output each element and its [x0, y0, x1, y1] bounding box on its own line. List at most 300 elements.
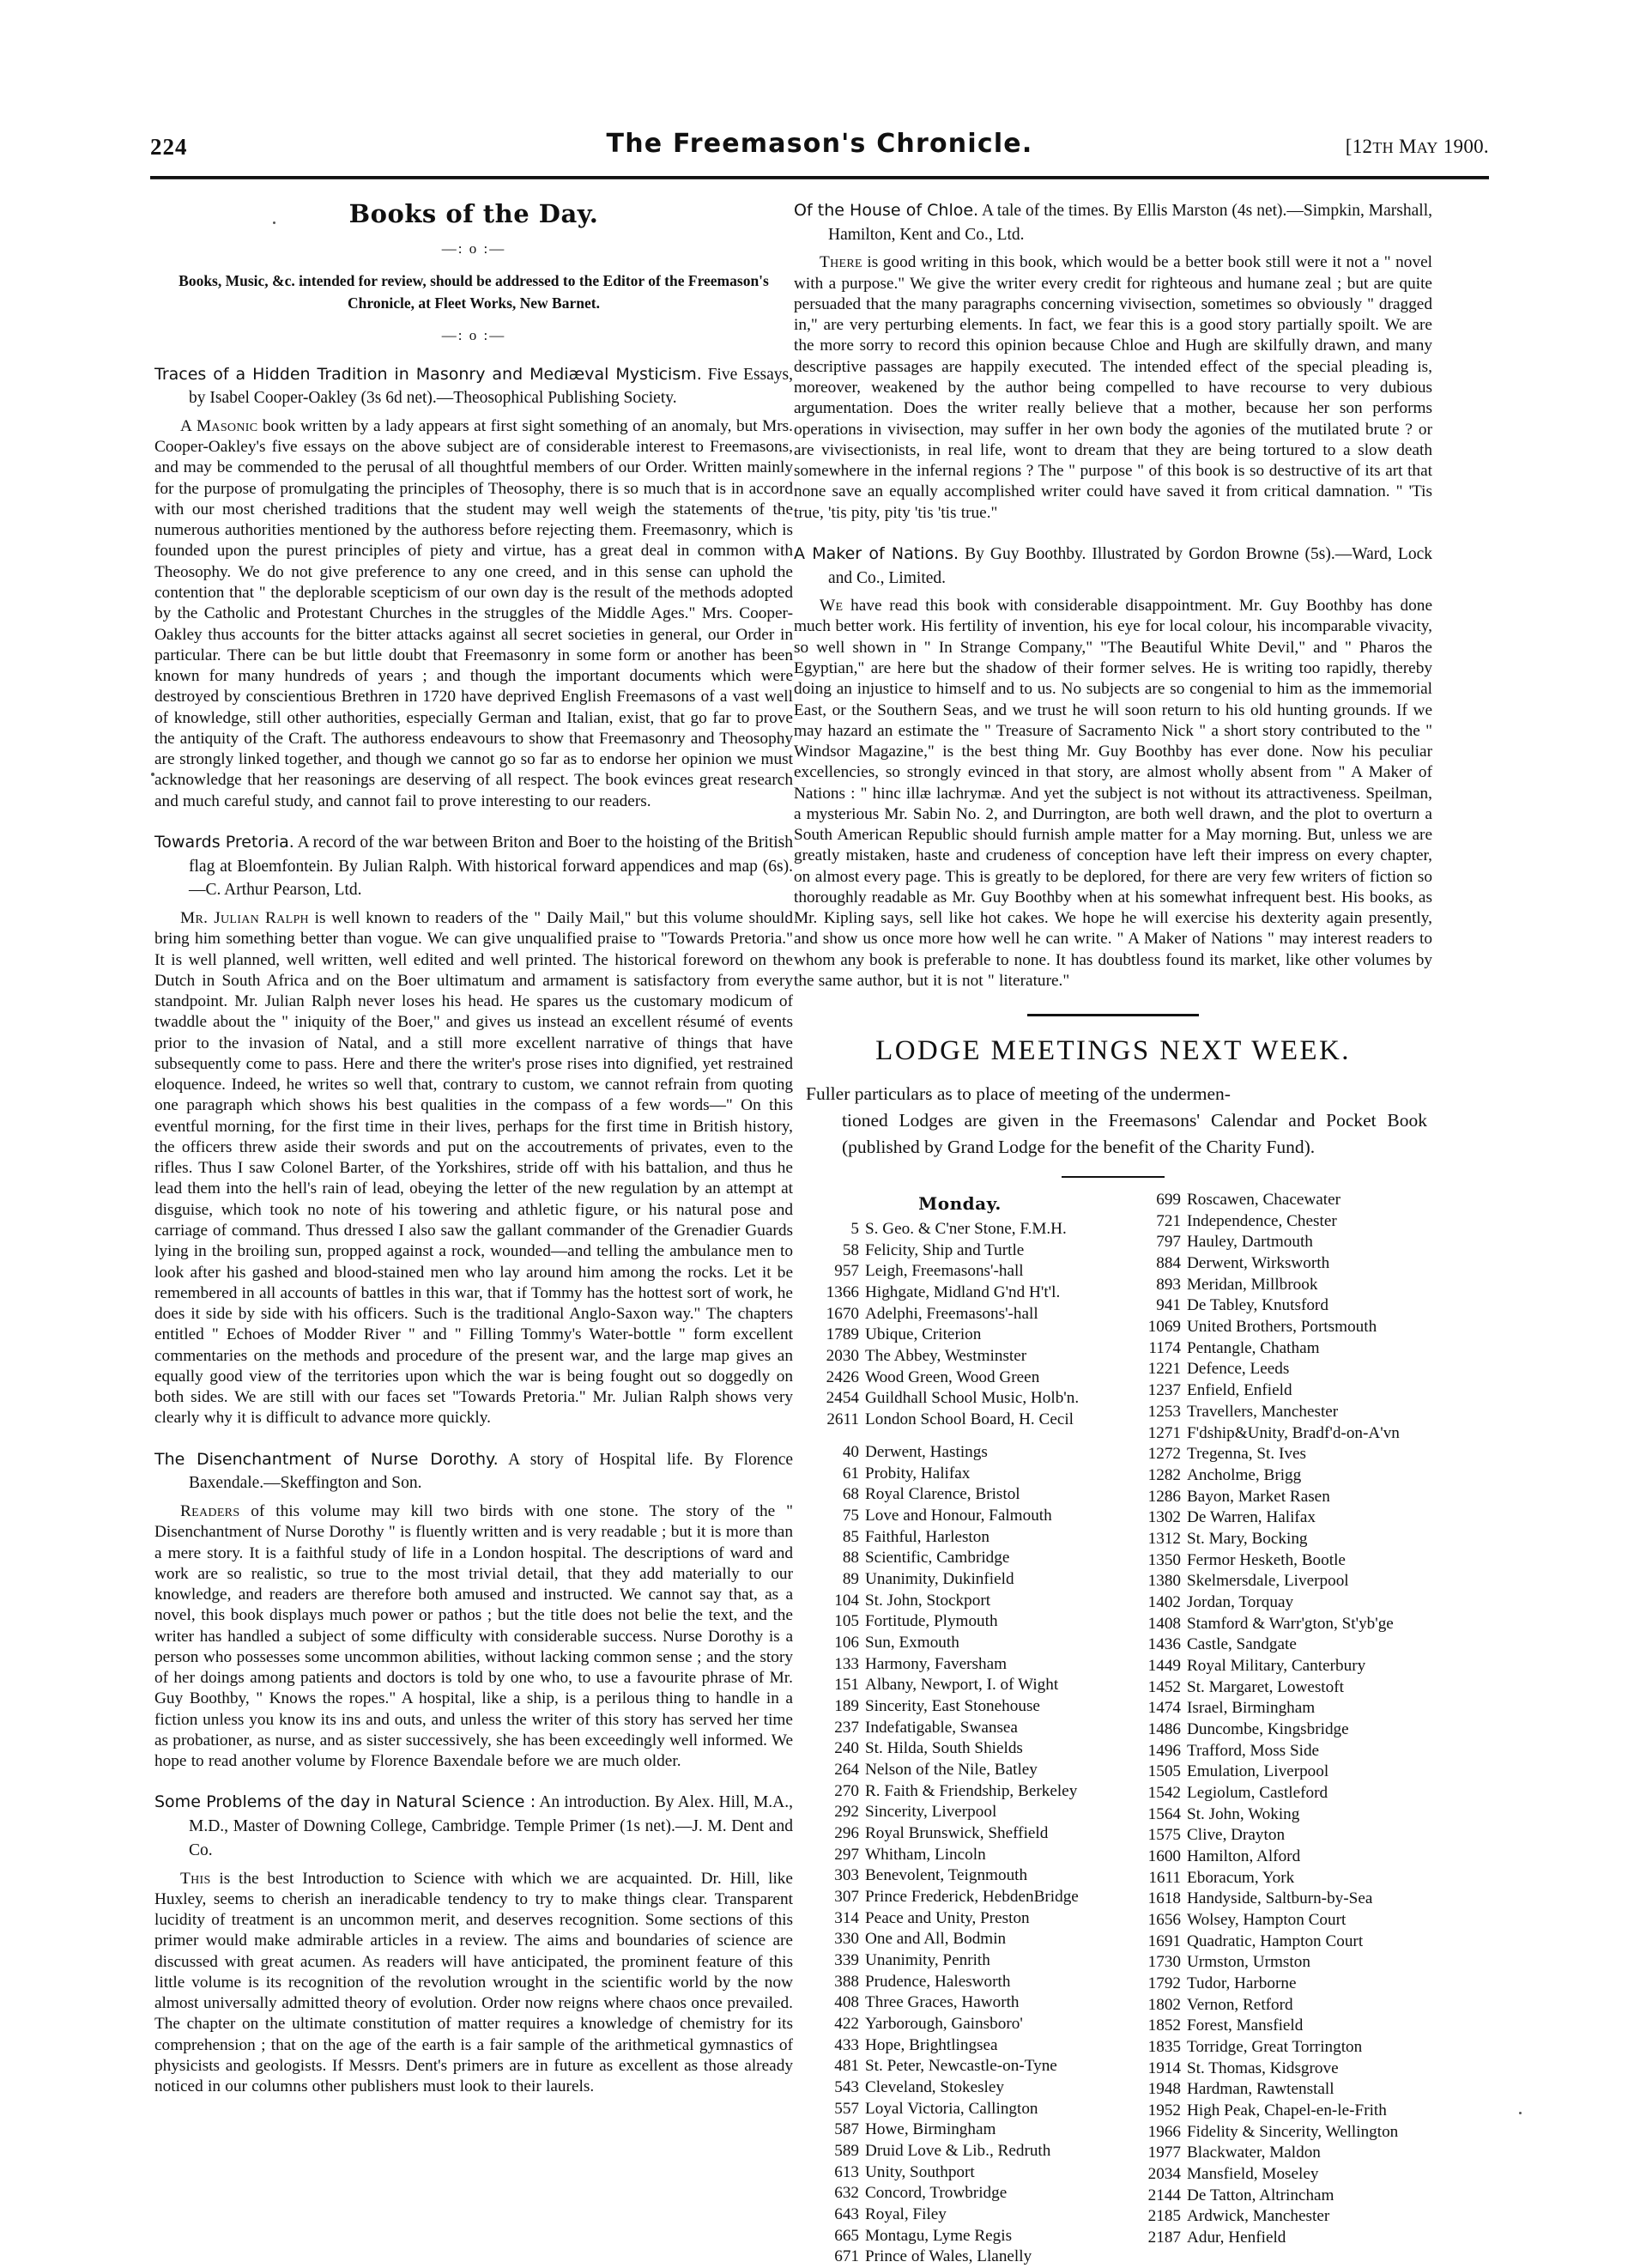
review-body-pretoria — [154, 908, 793, 1429]
lodge-name: Clive, Drayton — [1187, 1826, 1286, 1845]
lodge-number: 1542 — [1147, 1783, 1181, 1802]
issue-date-year: 1900. — [1437, 136, 1489, 157]
lodge-number: 297 — [834, 1845, 859, 1864]
books-of-the-day-heading: Books of the Day. — [348, 199, 599, 228]
lodge-number: 189 — [834, 1696, 859, 1715]
lodge-list-item — [809, 1633, 1111, 1654]
lodge-list-item — [1131, 1402, 1432, 1423]
lodge-list-item — [809, 1484, 1111, 1506]
lodge-list-item — [809, 1367, 1111, 1389]
lodge-list-item — [1131, 1592, 1432, 1614]
book-title-house-of-chloe — [794, 199, 1432, 246]
lodge-list-item — [809, 1283, 1111, 1304]
lodge-name: Felicity, Ship and Turtle — [865, 1240, 1025, 1259]
review-body-traces — [154, 416, 793, 812]
lodge-name: St. Mary, Bocking — [1187, 1529, 1308, 1548]
review-text: of this volume may kill two birds with one stone. The story of the " Disenchantment of Nurse Dorothy " is fluently written and is very readable ; but it is more than a mere story. It is a faithful study of life in a London hospital. The descriptions of ward and work are so realistic, so true to the most trivial detail, that they add materially to our knowledge, and readers are therefore both amused and instructed. We cannot say that, as a novel, this book displays much power or pathos ; but the title does not belie the text, and the writer has handled a subject of some difficulty with considerable success. Nurse Dorothy is a person who possesses some uncommon abilities, without lacking common sense ; and the story of her doings among patients and doctors is told by one who, to use a favourite phrase of Mr. Guy Boothby, " Knows the ropes." A hospital, like a ship, is a perilous thing to handle in a fiction unless you know its ins and outs, and unless the writer of this story has served her time as probationer, as nurse, and as sister successively, she has been exceedingly well informed. We hope to read another volume by Florence Baxendale before we are much older. — [154, 1502, 793, 1771]
lodge-number: 85 — [842, 1527, 859, 1546]
review-lead-in: Mr. Julian Ralph — [180, 908, 309, 927]
lodge-day-heading-monday: Monday. — [918, 1193, 1002, 1215]
review-text: is well known to readers of the " Daily Mail," but this volume should bring him something better than vogue. We can give unqualified praise to "Towards Pretoria." It is well planned, well written, well edited and well printed. The historical foreword on the Dutch in South Africa and on the Boer ultimatum and armament is satisfactory from every standpoint. Mr. Julian Ralph never loses his head. He spares us the customary modicum of twaddle about the " iniquity of the Boer," and gives us instead an excellent résumé of events prior to the invasion of Natal, and a still more excellent narrative of things that have subsequently come to pass. Here and there the writer's prose rises into dignified, yet restrained eloquence. Indeed, he writes so well that, contrary to custom, we cannot refrain from quoting one paragraph which shows his best qualities in the compass of a few words—" On this eventful morning, for the first time in their lives, perhaps for the first time in British history, the officers threw aside their swords and put on the accoutrements of privates, even to the rifles. Thus I saw Colonel Barter, of the Yorkshires, stride off with his battalion, and thus he lead them into the hell's rain of lead, obeying the letter of the new regulation by an attempt at disguise, which took no note of his towering and athletic figure, or his natural pose and carriage of command. Thus dressed I also saw the gallant commander of the Grenadier Guards lying in the broiling sun, propped against a rock, wounded—and telling the ambulance men to look after his gashed and blood-stained men who lay around him among the rocks. Let it be remembered in all accounts of battles in this war, that if Tommy has the hottest sort of work, he does it side by side with his officers. Such is the traditional Anglo-Saxon way." The chapters entitled " Echoes of Modder River " and " Filling Tommy's Water-bottle " form excellent commentaries on the methods and procedure of the present war, and the large map gives an equally good view of the territories upon which the war is being fought out so doggedly on both sides. We are still with our faces set "Towards Pretoria." Mr. Julian Ralph shows very clearly why it is difficult to advance more quickly. — [154, 908, 793, 1428]
lodge-list-item — [809, 1802, 1111, 1823]
lodge-list-item — [1131, 2206, 1432, 2228]
lodge-name: Royal Military, Canterbury — [1187, 1656, 1366, 1675]
lodge-list-item — [809, 1696, 1111, 1718]
lodge-name: Stamford & Warr'gton, St'yb'ge — [1187, 1614, 1394, 1633]
lodge-number: 151 — [834, 1676, 859, 1695]
lodge-name: The Abbey, Westminster — [865, 1347, 1027, 1366]
lodge-number: 2426 — [826, 1367, 859, 1386]
lodge-number: 613 — [834, 2162, 859, 2181]
lodge-number: 1952 — [1147, 2101, 1181, 2119]
lodge-name: Prudence, Halesworth — [865, 1972, 1011, 1991]
lodge-name: Bayon, Market Rasen — [1187, 1487, 1330, 1506]
lodge-name: Blackwater, Maldon — [1187, 2144, 1321, 2162]
lodge-list-item — [809, 1410, 1111, 1431]
book-title-traces — [154, 363, 793, 410]
review-lead-in: There — [820, 253, 862, 272]
lodge-list-item — [1131, 1783, 1432, 1804]
lodge-name: Yarborough, Gainsboro' — [865, 2014, 1023, 2033]
lodge-list-item — [1131, 1295, 1432, 1317]
book-title-imprint: A story of Hospital life. By Florence Baxendale.—Skeffington and Son. — [189, 1450, 794, 1493]
book-title-main: Of the House of Chloe. — [794, 201, 979, 220]
lodge-number: 1611 — [1148, 1868, 1181, 1887]
lodge-number: 481 — [834, 2057, 859, 2076]
scan-speck — [273, 221, 275, 224]
book-title-natural-science — [154, 1791, 793, 1862]
lodge-list-item — [1131, 2228, 1432, 2249]
lodge-name: F'dship&Unity, Bradf'd-on-A'vn — [1187, 1423, 1400, 1442]
lodge-name: Travellers, Manchester — [1187, 1402, 1339, 1421]
lodge-name: Faithful, Harleston — [865, 1527, 989, 1546]
book-title-imprint: A record of the war between Briton and Boer to the hoisting of the British flag at Bloemfontein. By Julian Ralph. With historical forward appendices and map (6s).—C. Arthur Pearson, Ltd. — [189, 833, 793, 900]
lodge-list-item — [1131, 1804, 1432, 1826]
lodge-number: 1977 — [1147, 2144, 1181, 2162]
lodge-list-item — [1131, 1931, 1432, 1953]
lodge-number: 1436 — [1147, 1635, 1181, 1654]
lodge-number: 1496 — [1147, 1741, 1181, 1760]
lodge-name: Indefatigable, Swansea — [865, 1718, 1018, 1737]
lodge-list-item — [809, 2226, 1111, 2247]
lodge-country-list-right — [1131, 1190, 1432, 2249]
lodge-number: 589 — [834, 2142, 859, 2160]
lodge-name: Guildhall School Music, Holb'n. — [865, 1389, 1080, 1408]
lodge-name: United Brothers, Portsmouth — [1187, 1318, 1377, 1337]
lodge-list-item — [1131, 1423, 1432, 1445]
lodge-number: 104 — [834, 1591, 859, 1610]
lodge-number: 307 — [834, 1887, 859, 1906]
lodge-number: 957 — [834, 1262, 859, 1281]
lodge-list-item — [1131, 1634, 1432, 1656]
lodge-name: Unanimity, Penrith — [865, 1950, 990, 1969]
lodge-list-item — [1131, 1847, 1432, 1868]
lodge-name: Skelmersdale, Liverpool — [1187, 1572, 1349, 1591]
review-lead-in: We — [820, 597, 844, 616]
lodge-list-item — [1131, 2101, 1432, 2122]
lodge-name: Hauley, Dartmouth — [1187, 1233, 1313, 1252]
lodge-name: Wolsey, Hampton Court — [1187, 1910, 1347, 1929]
lodge-number: 1730 — [1147, 1953, 1181, 1972]
dinkus-top: —: o :— — [441, 240, 506, 257]
lodge-list-item — [809, 1887, 1111, 1908]
lodge-list-item — [809, 1442, 1111, 1464]
lodge-name: Prince Frederick, HebdenBridge — [865, 1887, 1079, 1906]
lodge-list-item — [1131, 1380, 1432, 1402]
lodge-name: Unanimity, Dukinfield — [865, 1569, 1014, 1588]
lodge-name: Israel, Birmingham — [1187, 1699, 1316, 1718]
lodge-number: 893 — [1156, 1275, 1181, 1294]
lodge-name: Hamilton, Alford — [1187, 1847, 1301, 1865]
lodge-name: Derwent, Hastings — [865, 1442, 988, 1461]
lodge-number: 941 — [1156, 1296, 1181, 1315]
review-lead-in: A Masonic — [180, 416, 258, 435]
lodge-list-item — [1131, 1889, 1432, 1910]
review-body-house-of-chloe — [794, 252, 1432, 523]
lodge-name: Adelphi, Freemasons'-hall — [865, 1304, 1038, 1323]
lodge-name: High Peak, Chapel-en-le-Frith — [1187, 2101, 1387, 2119]
lodge-list-item — [809, 1845, 1111, 1866]
lodge-number: 1302 — [1147, 1508, 1181, 1527]
lodge-name: Leigh, Freemasons'-hall — [865, 1262, 1024, 1281]
lodge-list-item — [809, 1261, 1111, 1283]
lodge-name: Whitham, Lincoln — [865, 1845, 986, 1864]
review-body-natural-science — [154, 1869, 793, 2098]
lodge-number: 1852 — [1147, 2016, 1181, 2035]
lodge-list-item — [1131, 1825, 1432, 1847]
lodge-name: Trafford, Moss Side — [1187, 1741, 1320, 1760]
lodge-number: 1789 — [826, 1325, 859, 1344]
lodge-number: 1505 — [1147, 1762, 1181, 1781]
lodge-name: Mansfield, Moseley — [1187, 2165, 1319, 2184]
lodge-name: R. Faith & Friendship, Berkeley — [865, 1781, 1078, 1800]
lodge-number: 1486 — [1147, 1719, 1181, 1738]
lodge-list-item — [809, 1654, 1111, 1676]
review-text: is the best Introduction to Science with which we are acquainted. Dr. Hill, like Huxley, seems to cherish an ineradicable tendency to try to make things clear. Transparent lucidity of treatment is an uncommon merit, and deserves recognition. Some sections of this primer would make admirable articles in a review. The aims and boundaries of science are discussed with great acumen. As readers will have anticipated, the prominent feature of this little volume is its recognition of the revolution wrought in the scientific world by the now almost universally admitted theory of evolution. Order now reigns where chaos once prevailed. The chapter on the ultimate constitution of matter requires a knowledge of chemistry for its comprehension ; that on the age of the earth is a fair sample of the arithmetical gymnastics of physicists and geologists. If Messrs. Dent's primers are in future as excellent as those already noticed in our columns other publishers must look to their laurels. — [154, 1869, 793, 2096]
lodge-name: Defence, Leeds — [1187, 1360, 1290, 1379]
lodge-list-item — [1131, 1995, 1432, 2016]
lodge-intro-line1: Fuller particulars as to place of meeting of the undermen- — [806, 1083, 1231, 1105]
lodge-list-item — [809, 1760, 1111, 1781]
book-title-main: Traces of a Hidden Tradition in Masonry and Mediæval Mysticism. — [154, 364, 702, 384]
lodge-number: 388 — [834, 1972, 859, 1991]
lodge-number: 1366 — [826, 1283, 859, 1302]
review-text: have read this book with considerable disappointment. Mr. Guy Boothby has done much better work. His fertility of invention, his eye for local colour, his incomparable vivacity, so well shown in " In Strange Company," "The Beautiful White Devil," and " Pharos the Egyptian," are here but the shadow of their former selves. He is writing too rapidly, thereby doing an injustice to himself and to us. No subjects are so congenial to him as the immemorial East, or the Southern Seas, and we trust he will soon return to his old hunting grounds. If we may hazard an estimate the " Treasure of Sacramento Nick " a short story contributed to the " Windsor Magazine," is the best thing Mr. Guy Boothby has ever done. Now his peculiar excellencies, so strongly evinced in that story, are almost wholly absent from " A Maker of Nations : " hinc illæ lachrymæ. And yet the subject is not without its attractiveness. Speilman, a mysterious Mr. Sabin No. 2, and Durrington, are both well drawn, and the plot to overturn a South American Republic should furnish ample matter for a May morning. But, unless we are greatly mistaken, haste and crudeness of conception have left their impress on every chapter, on almost every page. This is greatly to be deplored, for there are very few writers of fiction so thoroughly readable as Mr. Guy Boothby when at his somewhat infrequent best. His books, as Mr. Kipling says, sell like hot cakes. We hope he will exercise his dexterity again presently, and show us once more how well he can write. " A Maker of Nations " may interest readers to whom any book is preferable to none. It has doubtless found its market, like other volumes by the same author, but it is not " literature." — [794, 597, 1432, 990]
lodge-list-item — [809, 2141, 1111, 2162]
lodge-list-item — [1131, 2164, 1432, 2186]
section-divider-rule — [1027, 1014, 1199, 1016]
lodge-number: 632 — [834, 2184, 859, 2203]
lodge-number: 75 — [842, 1506, 859, 1525]
lodge-number: 105 — [834, 1612, 859, 1631]
lodge-name: Tregenna, St. Ives — [1187, 1445, 1306, 1464]
lodge-number: 1282 — [1147, 1465, 1181, 1484]
lodge-number: 2034 — [1147, 2165, 1181, 2184]
lodge-number: 61 — [842, 1464, 859, 1483]
lodge-name: Three Graces, Haworth — [865, 1993, 1020, 2012]
lodge-number: 240 — [834, 1739, 859, 1758]
lodge-number: 1670 — [826, 1304, 859, 1323]
lodge-number: 2030 — [826, 1347, 859, 1366]
lodge-name: Love and Honour, Falmouth — [865, 1506, 1052, 1525]
lodge-number: 408 — [834, 1993, 859, 2012]
scan-speck — [1519, 2112, 1522, 2114]
lodge-number: 1691 — [1147, 1931, 1181, 1950]
lodge-name: Derwent, Wirksworth — [1187, 1254, 1330, 1273]
lodge-number: 1948 — [1147, 2080, 1181, 2099]
lodge-number: 68 — [842, 1485, 859, 1504]
issue-date-ordinal: TH — [1372, 139, 1394, 156]
lodge-list-item — [1131, 1487, 1432, 1508]
lodge-number: 88 — [842, 1549, 859, 1568]
lodge-london-list — [809, 1219, 1111, 1431]
lodge-number: 433 — [834, 2035, 859, 2054]
lodge-number: 270 — [834, 1781, 859, 1800]
lodge-name: Independence, Chester — [1187, 1211, 1337, 1230]
lodge-number: 1402 — [1147, 1592, 1181, 1611]
issue-date-month-rest: AY — [1416, 139, 1438, 156]
lodge-number: 1802 — [1147, 1995, 1181, 2014]
lodge-number: 1253 — [1147, 1402, 1181, 1421]
lodge-number: 671 — [834, 2247, 859, 2266]
book-title-nurse-dorothy — [154, 1448, 793, 1495]
lodge-name: Montagu, Lyme Regis — [865, 2226, 1013, 2245]
lodge-number: 339 — [834, 1950, 859, 1969]
lodge-name: Urmston, Urmston — [1187, 1953, 1310, 1972]
book-title-main: The Disenchantment of Nurse Dorothy. — [154, 1449, 499, 1469]
lodge-name: Royal, Filey — [865, 2205, 947, 2224]
lodge-list-item — [1131, 1211, 1432, 1233]
issue-date — [1346, 136, 1489, 158]
review-body-nurse-dorothy — [154, 1501, 793, 1772]
lodge-list-item — [809, 1865, 1111, 1887]
lodge-number: 1174 — [1148, 1338, 1181, 1357]
lodge-list-item — [1131, 1253, 1432, 1275]
lodge-name: St. Thomas, Kidsgrove — [1187, 2059, 1339, 2077]
lodge-list-item — [1131, 1762, 1432, 1783]
lodge-list-item — [809, 1569, 1111, 1591]
dinkus-bottom: —: o :— — [441, 326, 506, 343]
lodge-name: S. Geo. & C'ner Stone, F.M.H. — [865, 1220, 1067, 1239]
lodge-number: 543 — [834, 2077, 859, 2096]
lodge-number: 133 — [834, 1654, 859, 1673]
lodge-name: Handyside, Saltburn-by-Sea — [1187, 1889, 1373, 1908]
lodge-number: 1452 — [1147, 1677, 1181, 1696]
lodge-name: Peace and Unity, Preston — [865, 1908, 1030, 1927]
lodge-list-item — [809, 1304, 1111, 1325]
lodge-list-item — [809, 2014, 1111, 2035]
lodge-list-item — [1131, 1614, 1432, 1635]
lodge-list-item — [809, 2247, 1111, 2268]
lodge-name: Quadratic, Hampton Court — [1187, 1931, 1364, 1950]
lodge-name: Royal Clarence, Bristol — [865, 1485, 1020, 1504]
lodge-list-item — [1131, 1190, 1432, 1211]
lodge-list-item — [1131, 1444, 1432, 1465]
lodge-name: Enfield, Enfield — [1187, 1381, 1292, 1400]
lodge-list-item — [809, 2119, 1111, 2141]
book-title-maker-of-nations — [794, 543, 1432, 590]
lodge-name: Howe, Birmingham — [865, 2120, 996, 2139]
book-title-imprint: Five Essays, by Isabel Cooper-Oakley (3s 6d net).—Theosophical Publishing Society. — [189, 365, 793, 408]
lodge-name: Fermor Hesketh, Bootle — [1187, 1550, 1346, 1569]
book-title-main: Towards Pretoria. — [154, 832, 294, 852]
lodge-number: 1618 — [1147, 1889, 1181, 1908]
lodge-list-item — [809, 2204, 1111, 2226]
lodge-list-item — [809, 1908, 1111, 1930]
lodge-number: 5 — [850, 1220, 859, 1239]
lodge-name: Fortitude, Plymouth — [865, 1612, 998, 1631]
lodge-number: 1474 — [1147, 1699, 1181, 1718]
lodge-list-item — [1131, 2016, 1432, 2037]
lodge-list-item — [1131, 1550, 1432, 1572]
lodge-list-item — [809, 2183, 1111, 2204]
lodge-list-item — [809, 1781, 1111, 1803]
lodge-intro-divider — [1062, 1176, 1165, 1178]
lodge-name: Sincerity, East Stonehouse — [865, 1696, 1040, 1715]
lodge-list-item — [809, 1738, 1111, 1760]
lodge-name: Vernon, Retford — [1187, 1995, 1293, 2014]
lodge-list-item — [1131, 2059, 1432, 2080]
lodge-list-item — [1131, 1677, 1432, 1699]
lodge-country-list-left — [809, 1442, 1111, 2268]
lodge-name: Castle, Sandgate — [1187, 1635, 1297, 1654]
lodge-name: Sincerity, Liverpool — [865, 1803, 997, 1822]
book-title-main: A Maker of Nations. — [794, 543, 959, 563]
book-title-main: Some Problems of the day in Natural Science : — [154, 1792, 536, 1812]
page-masthead — [150, 129, 1489, 173]
issue-date-month-initial: M — [1393, 136, 1417, 157]
lodge-number: 2454 — [826, 1389, 859, 1408]
scan-speck — [151, 773, 154, 776]
lodge-number: 797 — [1156, 1233, 1181, 1252]
lodge-name: De Tabley, Knutsford — [1187, 1296, 1328, 1315]
lodge-list-item — [1131, 1741, 1432, 1762]
lodge-name: London School Board, H. Cecil — [865, 1410, 1074, 1429]
lodge-list-item — [809, 1675, 1111, 1696]
lodge-list-item — [809, 1929, 1111, 1950]
lodge-list-item — [809, 2035, 1111, 2057]
lodge-number: 1380 — [1147, 1572, 1181, 1591]
lodge-list-left — [794, 1190, 1111, 2268]
lodge-number: 1272 — [1147, 1445, 1181, 1464]
lodge-name: Legiolum, Castleford — [1187, 1783, 1328, 1802]
lodge-number: 557 — [834, 2099, 859, 2118]
lodge-list-item — [1131, 1275, 1432, 1296]
lodge-list-item — [809, 1950, 1111, 1972]
lodge-list-item — [1131, 1974, 1432, 1995]
lodge-name: De Warren, Halifax — [1187, 1508, 1316, 1527]
lodge-list-item — [809, 1823, 1111, 1845]
lodge-list-item — [1131, 1465, 1432, 1487]
lodge-name: Hope, Brightlingsea — [865, 2035, 998, 2054]
lodge-list-item — [1131, 1910, 1432, 1931]
lodge-name: Probity, Halifax — [865, 1464, 971, 1483]
lodge-name: Loyal Victoria, Callington — [865, 2099, 1038, 2118]
lodge-list-right — [1111, 1190, 1432, 2268]
lodge-number: 1966 — [1147, 2122, 1181, 2141]
lodge-list-item — [1131, 1338, 1432, 1360]
lodge-number: 1449 — [1147, 1656, 1181, 1675]
lodge-name: Cleveland, Stokesley — [865, 2077, 1004, 2096]
lodge-list-item — [1131, 2186, 1432, 2207]
lodge-meetings-heading: LODGE MEETINGS NEXT WEEK. — [875, 1035, 1351, 1067]
issue-date-bracket: [12 — [1345, 136, 1373, 157]
book-title-imprint: A tale of the times. By Ellis Marston (4s net).—Simpkin, Marshall, Hamilton, Kent and Co., Ltd. — [828, 202, 1432, 244]
lodge-number: 884 — [1156, 1254, 1181, 1273]
lodge-list-item — [809, 1611, 1111, 1633]
book-title-pretoria — [154, 831, 793, 902]
right-column — [794, 199, 1432, 2268]
lodge-list-item — [809, 1346, 1111, 1367]
lodge-number: 1350 — [1147, 1550, 1181, 1569]
lodge-number: 422 — [834, 2014, 859, 2033]
lodge-list-item — [1131, 1529, 1432, 1550]
lodge-intro-rest: tioned Lodges are given in the Freemasons' Calendar and Pocket Book (published by Grand Lodge for the benefit of the Charity Fund). — [842, 1110, 1427, 1158]
lodge-list-item — [1131, 2079, 1432, 2101]
lodge-name: Prince of Wales, Llanelly — [865, 2247, 1032, 2266]
lodge-name: Ancholme, Brigg — [1187, 1465, 1302, 1484]
lodge-list-item — [809, 1464, 1111, 1485]
lodge-name: De Tatton, Altrincham — [1187, 2186, 1334, 2204]
lodge-name: St. Peter, Newcastle-on-Tyne — [865, 2057, 1057, 2076]
lodge-name: One and All, Bodmin — [865, 1930, 1007, 1949]
lodge-list-item — [1131, 1952, 1432, 1974]
lodge-name: St. John, Woking — [1187, 1804, 1300, 1823]
lodge-number: 1237 — [1147, 1381, 1181, 1400]
lodge-name: Eboracum, York — [1187, 1868, 1295, 1887]
lodge-name: Duncombe, Kingsbridge — [1187, 1719, 1349, 1738]
lodge-list-item — [809, 1219, 1111, 1240]
lodge-name: Pentangle, Chatham — [1187, 1338, 1320, 1357]
lodge-list-item — [809, 2099, 1111, 2120]
lodge-list-item — [1131, 1232, 1432, 1253]
lodge-number: 292 — [834, 1803, 859, 1822]
lodge-name: Druid Love & Lib., Redruth — [865, 2142, 1051, 2160]
lodge-name: Torridge, Great Torrington — [1187, 2037, 1363, 2056]
lodge-name: Harmony, Faversham — [865, 1654, 1008, 1673]
lodge-name: Forest, Mansfield — [1187, 2016, 1304, 2035]
lodge-number: 296 — [834, 1823, 859, 1842]
lodge-list-item — [809, 1325, 1111, 1346]
lodge-name: Adur, Henfield — [1187, 2229, 1286, 2247]
lodge-number: 237 — [834, 1718, 859, 1737]
lodge-meetings-intro — [804, 1081, 1427, 1161]
lodge-number: 1221 — [1147, 1360, 1181, 1379]
lodge-name: Ubique, Criterion — [865, 1325, 982, 1344]
lodge-name: Nelson of the Nile, Batley — [865, 1760, 1038, 1779]
lodge-list-item — [809, 1527, 1111, 1549]
lodge-list-item — [1131, 1507, 1432, 1529]
review-text: is good writing in this book, which would be a better book still were it not a " novel with a purpose." We give the writer every credit for righteous and humane zeal ; but are quite persuaded that the many paragraphs concerning vivisection, sometimes so obviously " dragged in," are very perturbing elements. In fact, we fear this is a good story partially spoilt. We are the more sorry to record this opinion because Chloe and Hugh are skilfully drawn, and many descriptive passages are happily executed. The intended effect of the special pleading is, moreover, weakened by the author being compelled to have recourse to very dubious argumentation. Does the writer really believe that a mother, because her son performs operations in vivisection, may suffer in her own body the agonies of the mutilated brute ? or are vivisectionists, in real life, wont to dream that they are being tortured to a slow death somewhere in the infernal regions ? The " purpose " of this book is so destructive of its art that none save an equally accomplished writer could have saved it from critical damnation. " 'Tis true, 'tis pity, pity 'tis 'tis true." — [794, 253, 1432, 522]
left-column — [154, 199, 793, 2097]
lodge-name: Wood Green, Wood Green — [865, 1367, 1040, 1386]
lodge-list-item — [809, 2077, 1111, 2099]
lodge-name: Scientific, Cambridge — [865, 1549, 1010, 1568]
lodge-number: 721 — [1156, 1211, 1181, 1230]
lodge-number: 1792 — [1147, 1974, 1181, 1992]
lodge-number: 1600 — [1147, 1847, 1181, 1865]
review-body-maker-of-nations — [794, 596, 1432, 991]
lodge-number: 40 — [842, 1442, 859, 1461]
lodge-name: Ardwick, Manchester — [1187, 2207, 1330, 2226]
lodge-name: Tudor, Harborne — [1187, 1974, 1297, 1992]
lodge-number: 106 — [834, 1633, 859, 1652]
lodge-number: 1564 — [1147, 1804, 1181, 1823]
lodge-number: 699 — [1156, 1191, 1181, 1210]
lodge-list-item — [1131, 1868, 1432, 1889]
lodge-number: 1271 — [1147, 1423, 1181, 1442]
lodge-number: 1286 — [1147, 1487, 1181, 1506]
